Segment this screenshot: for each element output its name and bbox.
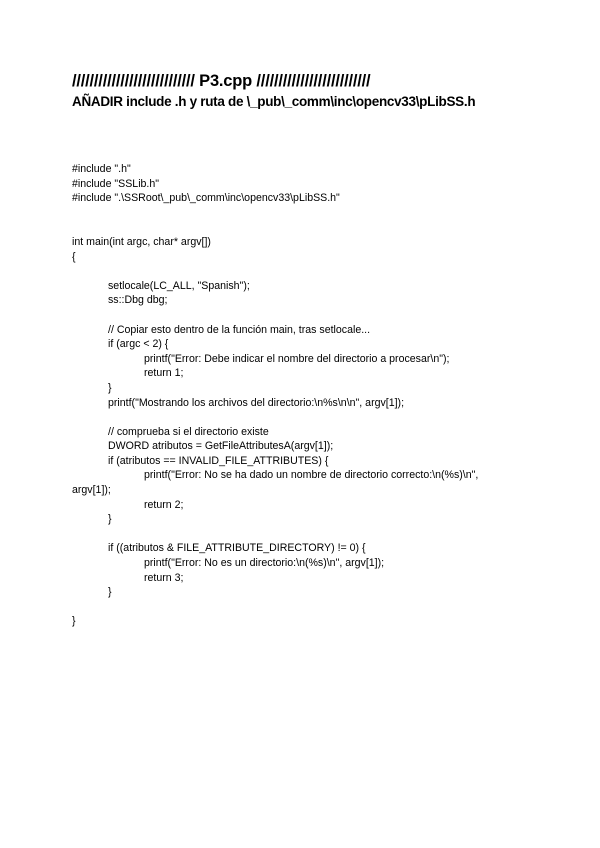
code-line: }: [108, 513, 112, 526]
document-title: //////////////////////////// P3.cpp //////////////////////////: [72, 72, 371, 90]
code-line: setlocale(LC_ALL, "Spanish");: [108, 279, 250, 292]
code-line: }: [72, 615, 76, 628]
code-line: #include ".h": [72, 163, 131, 175]
code-line: printf("Error: No es un directorio:\n(%s)\n", argv[1]);: [144, 557, 385, 570]
code-line: [72, 600, 478, 615]
code-line: // Copiar esto dentro de la función main, tras setlocale...: [108, 323, 371, 336]
code-line: printf("Mostrando los archivos del directorio:\n%s\n\n", argv[1]);: [108, 396, 405, 409]
code-line: argv[1]);: [72, 484, 111, 497]
document-subtitle: AÑADIR include .h y ruta de \_pub\_comm\inc\opencv33\pLibSS.h: [72, 94, 476, 109]
code-line: [72, 410, 478, 425]
code-block: [72, 162, 478, 629]
code-line: DWORD atributos = GetFileAttributesA(argv[1]);: [108, 440, 334, 453]
code-line: ss::Dbg dbg;: [108, 294, 168, 307]
code-line: [72, 264, 478, 279]
code-line: }: [108, 586, 112, 599]
code-line: [72, 308, 478, 323]
code-line: return 1;: [144, 367, 184, 380]
code-line: [72, 527, 478, 542]
code-line: {: [72, 250, 76, 263]
code-line: #include ".\SSRoot\_pub\_comm\inc\opencv33\pLibSS.h": [72, 192, 340, 205]
code-line: printf("Error: No se ha dado un nombre de directorio correcto:\n(%s)\n",: [144, 469, 479, 482]
code-line: [72, 220, 478, 235]
code-line: if (argc < 2) {: [108, 338, 169, 351]
code-line: printf("Error: Debe indicar el nombre del directorio a procesar\n");: [144, 352, 450, 365]
code-line: [72, 206, 478, 221]
code-line: }: [108, 381, 112, 394]
code-line: // comprueba si el directorio existe: [108, 425, 269, 438]
code-line: return 3;: [144, 571, 184, 584]
code-line: return 2;: [144, 498, 184, 511]
code-line: if (atributos == INVALID_FILE_ATTRIBUTES) {: [108, 454, 329, 467]
code-line: if ((atributos & FILE_ATTRIBUTE_DIRECTORY) != 0) {: [108, 542, 366, 555]
code-line: #include "SSLib.h": [72, 177, 160, 190]
code-line: int main(int argc, char* argv[]): [72, 235, 211, 248]
